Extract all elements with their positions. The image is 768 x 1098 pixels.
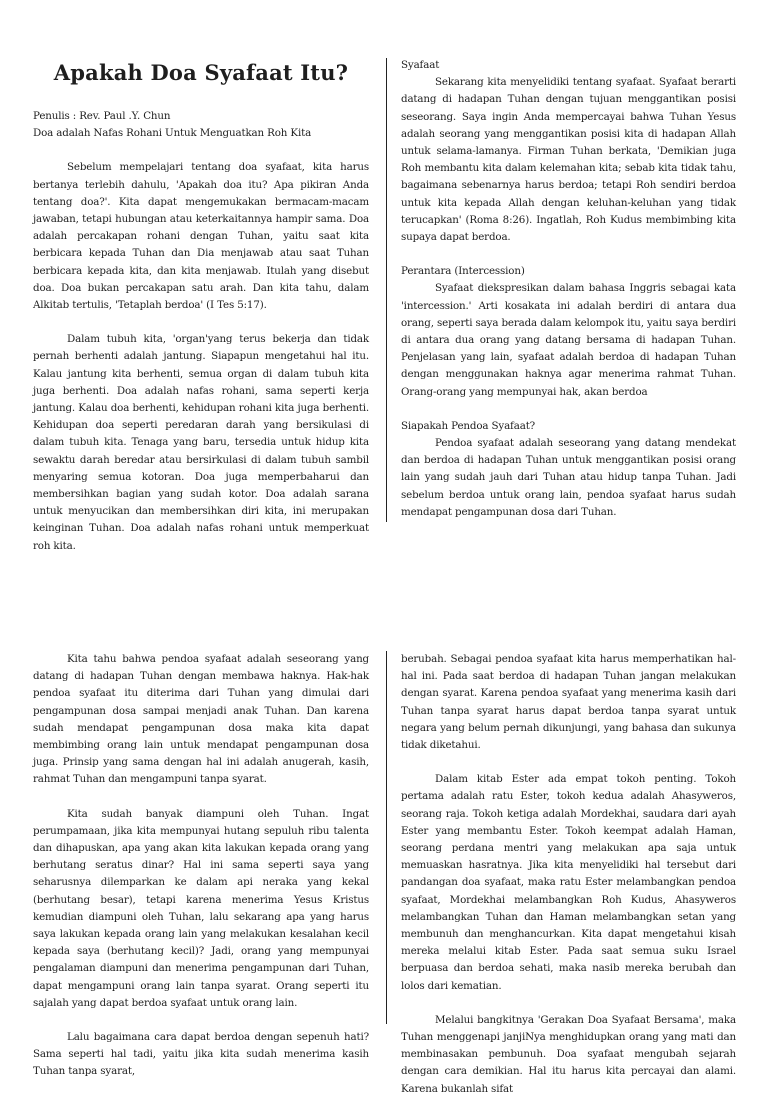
paragraph: Kita tahu bahwa pendoa syafaat adalah seseorang yang datang di hadapan Tuhan dengan membawa haknya. Hak-hak pendoa syafaat itu diterima dari Tuhan yang dimulai dari pengampunan dosa sampai menjadi anak Tuhan. Dan karena sudah mendapat pengampunan dosa maka kita dapat membimbing orang lain untuk mendapat pengampunan dosa juga. Prinsip yang sama dengan hal ini adalah anugerah, kasih, rahmat Tuhan dan mengampuni tanpa syarat. bbox=[33, 653, 369, 786]
paragraph: Lalu bagaimana cara dapat berdoa dengan sepenuh hati? Sama seperti hal tadi, yaitu jika kita sudah menerima kasih Tuhan tanpa syarat, bbox=[33, 1031, 369, 1078]
paragraph: Sekarang kita menyelidiki tentang syafaat. Syafaat berarti datang di hadapan Tuhan dengan tujuan menggantikan posisi seseorang. Saya ingin Anda mempercayai bahwa Tuhan Yesus adalah seorang yang menggantikan posisi kita di hadapan Allah untuk selama-lamanya. Firman Tuhan berkata, 'Demikian juga Roh membantu kita dalam kelemahan kita; sebab kita tidak tahu, bagaimana sebenarnya harus berdoa; tetapi Roh sendiri berdoa untuk kita kepada Allah dengan keluhan-keluhan yang tidak terucapkan' (Roma 8:26). Ingatlah, Roh Kudus membimbing kita supaya dapat berdoa. bbox=[401, 76, 736, 244]
paragraph: berubah. Sebagai pendoa syafaat kita harus memperhatikan hal-hal ini. Pada saat berdoa di hadapan Tuhan jangan melakukan dengan syarat. Karena pendoa syafaat yang menerima kasih dari Tuhan tanpa syarat harus dapat berdoa tanpa syarat untuk negara yang belum pernah dikunjungi, yang bahasa dan sukunya tidak diketahui. bbox=[401, 653, 736, 752]
page-title: Apakah Doa Syafaat Itu? bbox=[53, 60, 349, 85]
section-heading: Perantara (Intercession) bbox=[401, 265, 525, 278]
paragraph: Sebelum mempelajari tentang doa syafaat, kita harus bertanya terlebih dahulu, 'Apakah doa itu? Apa pikiran Anda tentang doa?'. Kita dapat mengemukakan bermacam-macam jawaban, tetapi hubungan atau keterkaitannya hampir sama. Doa adalah percakapan rohani dengan Tuhan, yaitu saat kita berbicara kepada Tuhan dan Dia menjawab atau saat Tuhan berbicara kepada kita, dan kita menjawab. Itulah yang disebut doa. Doa bukan percakapan satu arah. Dan kita tahu, dalam Alkitab tertulis, 'Tetaplah berdoa' (I Tes 5:17). bbox=[33, 161, 369, 312]
bottom-left-column bbox=[33, 651, 369, 1081]
top-left-column bbox=[33, 60, 369, 555]
paragraph: Melalui bangkitnya 'Gerakan Doa Syafaat Bersama', maka Tuhan menggenapi janjiNya menghidupkan orang yang mati dan membinasakan pembunuh. Doa syafaat mengubah sejarah dengan cara demikian. Hal itu harus kita percayai dan alami. Karena bukanlah sifat bbox=[401, 1013, 736, 1095]
paragraph: Syafaat diekspresikan dalam bahasa Inggris sebagai kata 'intercession.' Arti kosakata ini adalah berdiri di antara dua orang, seperti saya berada dalam kelompok itu, yaitu saya berdiri di antara dua orang yang datang bersama di hadapan Tuhan. Penjelasan yang lain, syafaat adalah berdoa di hadapan Tuhan dengan menggunakan haknya agar menerima rahmat Tuhan. Orang-orang yang mempunyai hak, akan berdoa bbox=[401, 282, 736, 398]
column-divider-top bbox=[386, 58, 387, 522]
section-heading: Syafaat bbox=[401, 59, 440, 71]
column-divider-bottom bbox=[386, 651, 387, 1024]
paragraph: Dalam tubuh kita, 'organ'yang terus bekerja dan tidak pernah berhenti adalah jantung. Siapapun mengetahui hal itu. Kalau jantung kita berhenti, semua organ di dalam tubuh kita juga berhenti. Doa adalah nafas rohani, sama seperti kerja jantung. Kalau doa berhenti, kehidupan rohani kita juga berhenti. Kehidupan doa seperti peredaran darah yang bersikulasi di dalam tubuh kita. Tenaga yang baru, tersedia untuk hidup kita sewaktu darah beredar atau bersirkulasi di dalam tubuh sambil menyaring semua kotoran. Doa juga memperbaharui dan membersihkan bagian yang sudah kotor. Doa adalah sarana untuk menyucikan dan membersihkan diri kita, ini merupakan keinginan Tuhan. Doa adalah nafas rohani untuk memperkuat roh kita. bbox=[33, 333, 369, 552]
paragraph: Dalam kitab Ester ada empat tokoh penting. Tokoh pertama adalah ratu Ester, tokoh kedua adalah Ahasyweros, seorang raja. Tokoh ketiga adalah Mordekhai, saudara dari ayah Ester yang membantu Ester. Tokoh keempat adalah Haman, seorang perdana mentri yang melakukan apa saja untuk memuaskan hasratnya. Jika kita menyelidiki hal tersebut dari pandangan doa syafaat, maka ratu Ester melambangkan pendoa syafaat, Mordekhai melambangkan Roh Kudus, Ahasyweros melambangkan Tuhan dan Haman melambangkan setan yang membunuh dan menghancurkan. Kita dapat mengetahui kisah mereka melalui kitab Ester. Pada saat semua suku Israel berpuasa dan berdoa sehati, maka nasib mereka berubah dan lolos dari kematian. bbox=[401, 773, 736, 992]
top-right-column bbox=[401, 57, 736, 521]
section-heading: Siapakah Pendoa Syafaat? bbox=[401, 419, 536, 432]
author-line: Penulis : Rev. Paul .Y. Chun bbox=[33, 110, 171, 122]
bottom-right-column bbox=[401, 651, 736, 1098]
paragraph: Pendoa syafaat adalah seseorang yang datang mendekat dan berdoa di hadapan Tuhan untuk menggantikan posisi orang lain yang sudah jauh dari Tuhan atau hidup tanpa Tuhan. Jadi sebelum berdoa untuk orang lain, pendoa syafaat harus sudah mendapat pengampunan dosa dari Tuhan. bbox=[401, 437, 736, 518]
subtitle-line: Doa adalah Nafas Rohani Untuk Menguatkan Roh Kita bbox=[33, 127, 312, 140]
paragraph: Kita sudah banyak diampuni oleh Tuhan. Ingat perumpamaan, jika kita mempunyai hutang sepuluh ribu talenta dan dihapuskan, apa yang akan kita lakukan kepada orang yang berhutang seratus dinar? Hal ini sama seperti saya yang seharusnya dilemparkan ke dalam api neraka yang kekal (berhutang besar), tetapi karena menerima Yesus Kristus kemudian diampuni oleh Tuhan, lalu sekarang apa yang harus saya lakukan kepada orang lain yang melakukan kesalahan kecil kepada saya (berhutang kecil)? Jadi, orang yang mempunyai pengalaman diampuni dan menerima pengampunan dari Tuhan, dapat mengampuni orang lain tanpa syarat. Orang seperti itu sajalah yang dapat berdoa syafaat untuk orang lain. bbox=[33, 807, 369, 1009]
